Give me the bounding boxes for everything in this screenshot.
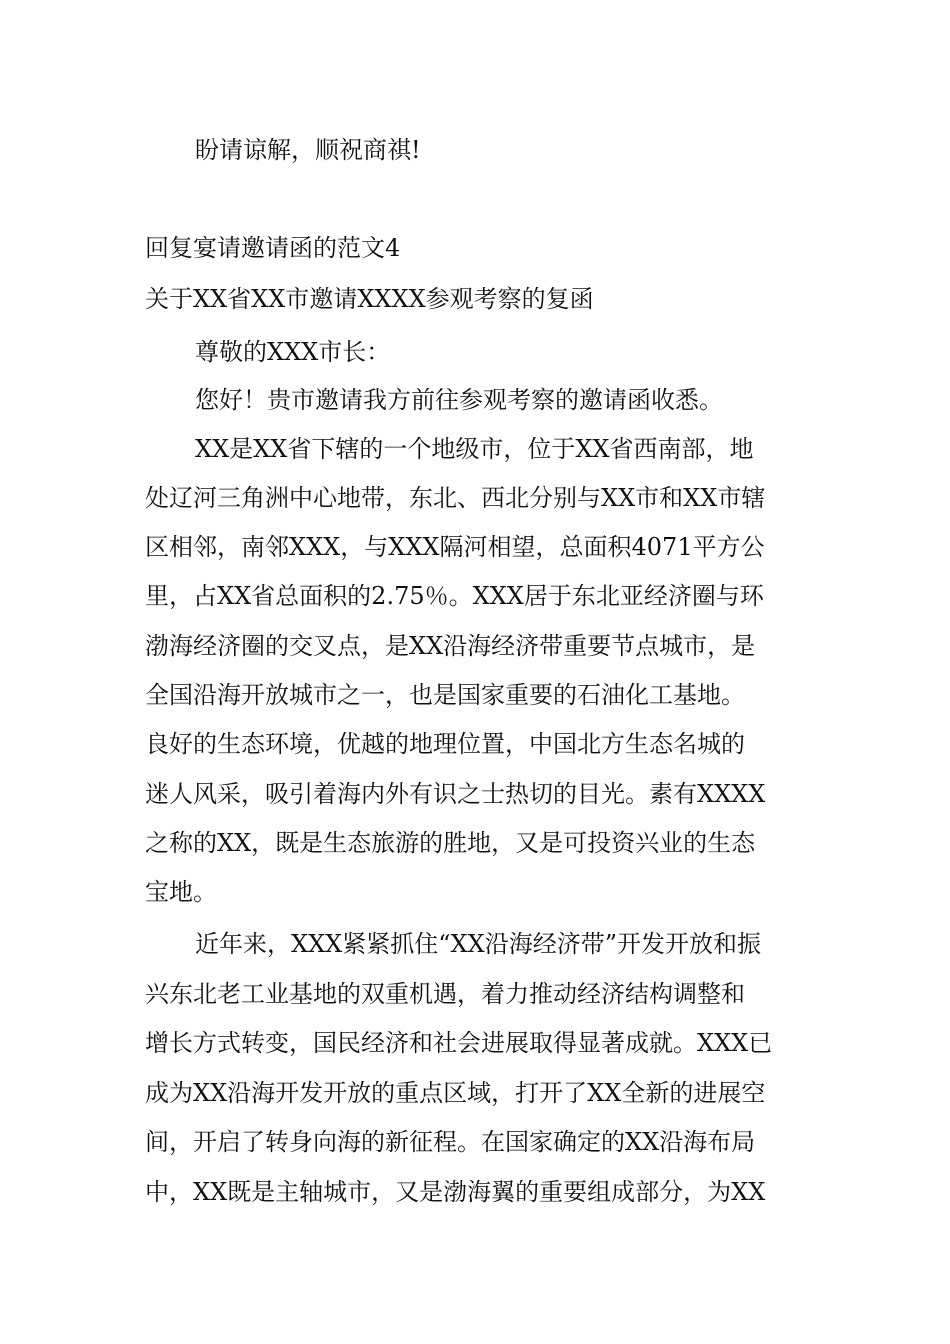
paragraph-line: 区相邻，南邻XXX，与XXX隔河相望，总面积4071平方公 bbox=[145, 533, 765, 561]
paragraph-line: XX是XX省下辖的一个地级市，位于XX省西南部，地 bbox=[195, 435, 754, 463]
paragraph-greeting: 您好！贵市邀请我方前往参观考察的邀请函收悉。 bbox=[195, 386, 723, 414]
closing-line: 盼请谅解，顺祝商祺! bbox=[195, 136, 421, 164]
salutation: 尊敬的XXX市长： bbox=[195, 338, 391, 366]
paragraph-line: 之称的XX，既是生态旅游的胜地，又是可投资兴业的生态 bbox=[145, 829, 756, 857]
paragraph-line: 迷人风采，吸引着海内外有识之士热切的目光。素有XXXX bbox=[145, 780, 766, 808]
paragraph-line: 兴东北老工业基地的双重机遇，着力推动经济结构调整和 bbox=[145, 980, 745, 1008]
letter-title: 关于XX省XX市邀请XXXX参观考察的复函 bbox=[145, 285, 594, 313]
paragraph-line: 成为XX沿海开发开放的重点区域，打开了XX全新的进展空 bbox=[145, 1079, 766, 1107]
paragraph-line: 间，开启了转身向海的新征程。在国家确定的XX沿海布局 bbox=[145, 1128, 756, 1156]
paragraph-line: 良好的生态环境，优越的地理位置，中国北方生态名城的 bbox=[145, 730, 745, 758]
paragraph-line: 渤海经济圈的交叉点，是XX沿海经济带重要节点城市，是 bbox=[145, 632, 756, 660]
paragraph-line: 宝地。 bbox=[145, 878, 217, 906]
section-heading: 回复宴请邀请函的范文4 bbox=[145, 234, 401, 262]
paragraph-line: 增长方式转变，国民经济和社会进展取得显著成就。XXX已 bbox=[145, 1029, 773, 1057]
paragraph-line: 里，占XX省总面积的2.75％。XXX居于东北亚经济圈与环 bbox=[145, 582, 764, 610]
paragraph-line: 处辽河三角洲中心地带，东北、西北分别与XX市和XX市辖 bbox=[145, 484, 766, 512]
paragraph-line: 全国沿海开放城市之一，也是国家重要的石油化工基地。 bbox=[145, 681, 745, 709]
paragraph-line: 近年来，XXX紧紧抓住“XX沿海经济带”开发开放和振 bbox=[195, 930, 761, 958]
paragraph-line: 中，XX既是主轴城市，又是渤海翼的重要组成部分，为XX bbox=[145, 1178, 766, 1206]
